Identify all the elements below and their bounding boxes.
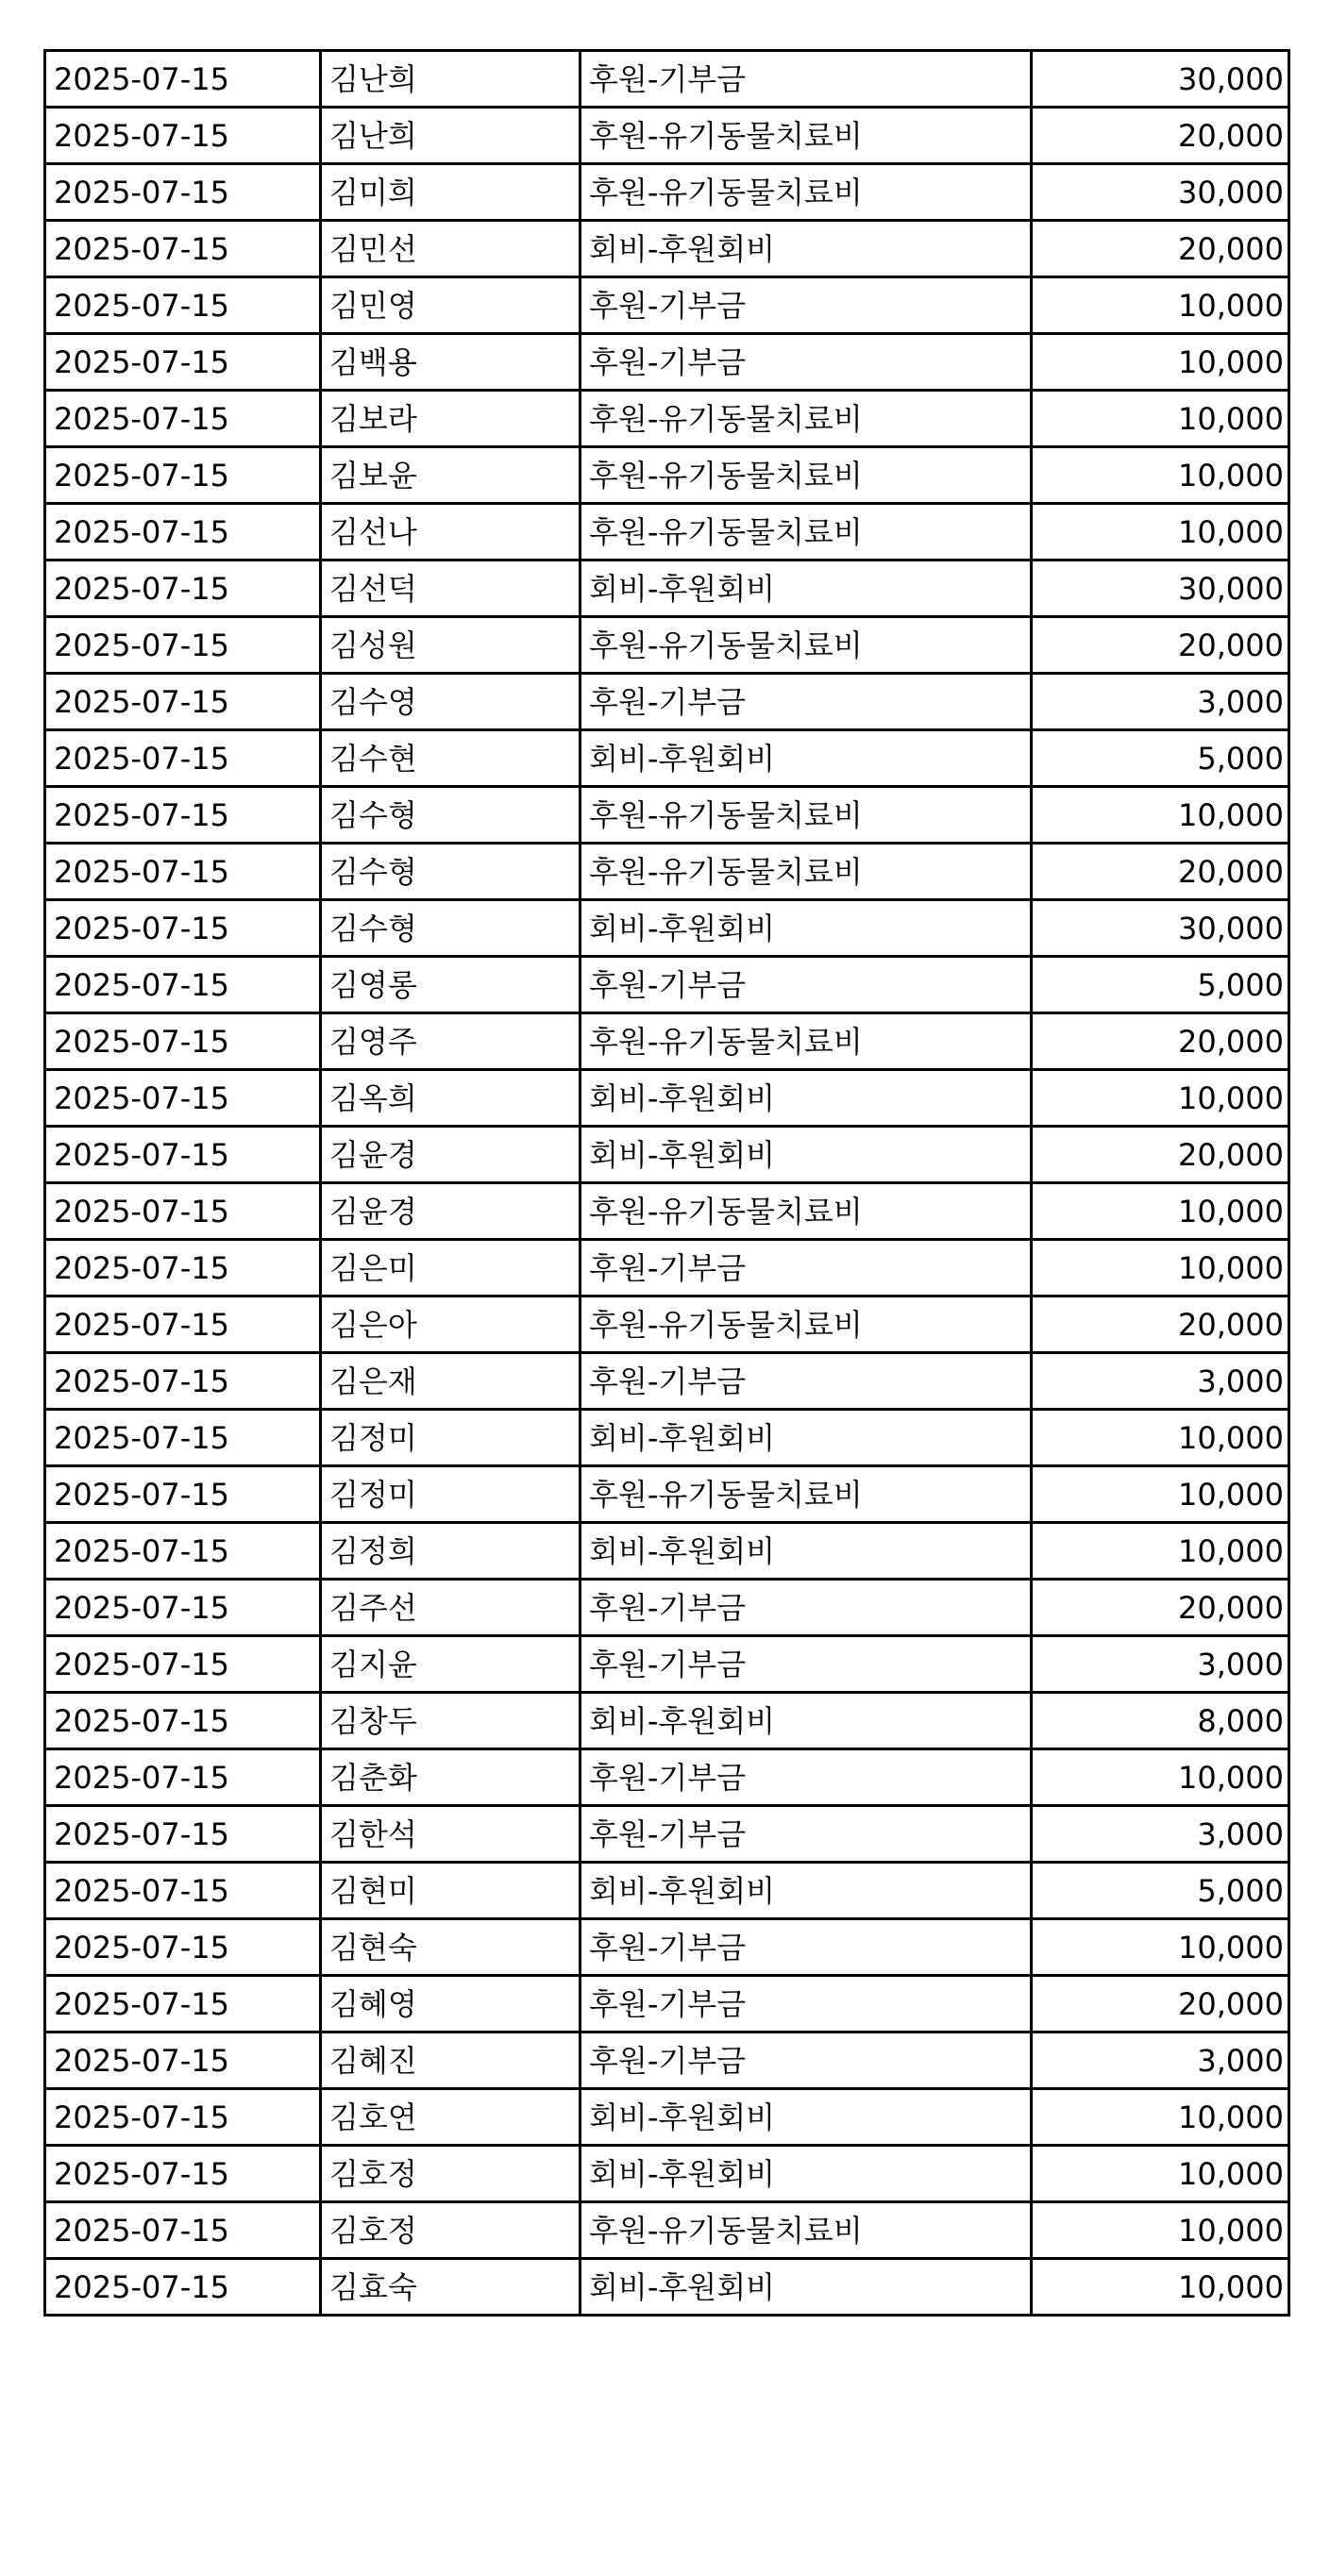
date-cell: 2025-07-15 (45, 674, 321, 730)
ledger-body (45, 51, 1289, 2316)
date-cell: 2025-07-15 (45, 844, 321, 900)
table-row (45, 730, 1289, 787)
amount-cell: 20,000 (1032, 1013, 1289, 1070)
date-cell: 2025-07-15 (45, 2259, 321, 2316)
category-cell: 후원-기부금 (581, 957, 1032, 1013)
table-row (45, 900, 1289, 957)
category-cell: 후원-유기동물치료비 (581, 1296, 1032, 1353)
category-cell: 후원-기부금 (581, 2032, 1032, 2089)
category-cell: 후원-기부금 (581, 674, 1032, 730)
amount-cell: 20,000 (1032, 1580, 1289, 1636)
table-row (45, 1240, 1289, 1296)
date-cell: 2025-07-15 (45, 1976, 321, 2032)
table-row (45, 1013, 1289, 1070)
date-cell: 2025-07-15 (45, 108, 321, 164)
table-row (45, 1806, 1289, 1863)
table-row (45, 1976, 1289, 2032)
donor-name-cell: 김선나 (321, 504, 581, 560)
table-row (45, 2032, 1289, 2089)
table-row (45, 1919, 1289, 1976)
donor-name-cell: 김옥희 (321, 1070, 581, 1127)
category-cell: 후원-유기동물치료비 (581, 447, 1032, 504)
category-cell: 회비-후원회비 (581, 2259, 1032, 2316)
amount-cell: 10,000 (1032, 1183, 1289, 1240)
table-row (45, 1353, 1289, 1410)
table-row (45, 221, 1289, 277)
amount-cell: 3,000 (1032, 1806, 1289, 1863)
category-cell: 회비-후원회비 (581, 1127, 1032, 1183)
amount-cell: 20,000 (1032, 1976, 1289, 2032)
table-row (45, 957, 1289, 1013)
amount-cell: 30,000 (1032, 51, 1289, 108)
date-cell: 2025-07-15 (45, 1523, 321, 1580)
table-row (45, 108, 1289, 164)
category-cell: 회비-후원회비 (581, 560, 1032, 617)
donor-name-cell: 김보라 (321, 391, 581, 447)
category-cell: 후원-유기동물치료비 (581, 844, 1032, 900)
date-cell: 2025-07-15 (45, 1749, 321, 1806)
donor-name-cell: 김호정 (321, 2202, 581, 2259)
table-row (45, 1636, 1289, 1693)
amount-cell: 10,000 (1032, 1523, 1289, 1580)
category-cell: 후원-기부금 (581, 1806, 1032, 1863)
amount-cell: 10,000 (1032, 1240, 1289, 1296)
donor-name-cell: 김윤경 (321, 1183, 581, 1240)
date-cell: 2025-07-15 (45, 2202, 321, 2259)
table-row (45, 1070, 1289, 1127)
donor-name-cell: 김은미 (321, 1240, 581, 1296)
date-cell: 2025-07-15 (45, 1127, 321, 1183)
amount-cell: 10,000 (1032, 1070, 1289, 1127)
date-cell: 2025-07-15 (45, 1183, 321, 1240)
donor-name-cell: 김윤경 (321, 1127, 581, 1183)
table-row (45, 2259, 1289, 2316)
date-cell: 2025-07-15 (45, 787, 321, 844)
date-cell: 2025-07-15 (45, 164, 321, 221)
date-cell: 2025-07-15 (45, 1693, 321, 1749)
date-cell: 2025-07-15 (45, 1013, 321, 1070)
date-cell: 2025-07-15 (45, 1466, 321, 1523)
amount-cell: 3,000 (1032, 1636, 1289, 1693)
amount-cell: 30,000 (1032, 900, 1289, 957)
table-row (45, 391, 1289, 447)
category-cell: 후원-기부금 (581, 277, 1032, 334)
donor-name-cell: 김정희 (321, 1523, 581, 1580)
table-row (45, 844, 1289, 900)
amount-cell: 20,000 (1032, 1296, 1289, 1353)
date-cell: 2025-07-15 (45, 447, 321, 504)
donor-name-cell: 김은아 (321, 1296, 581, 1353)
date-cell: 2025-07-15 (45, 1919, 321, 1976)
date-cell: 2025-07-15 (45, 957, 321, 1013)
date-cell: 2025-07-15 (45, 1410, 321, 1466)
amount-cell: 5,000 (1032, 957, 1289, 1013)
category-cell: 회비-후원회비 (581, 900, 1032, 957)
category-cell: 회비-후원회비 (581, 1693, 1032, 1749)
table-row (45, 164, 1289, 221)
table-row (45, 1183, 1289, 1240)
category-cell: 회비-후원회비 (581, 730, 1032, 787)
amount-cell: 8,000 (1032, 1693, 1289, 1749)
category-cell: 후원-유기동물치료비 (581, 108, 1032, 164)
category-cell: 후원-유기동물치료비 (581, 504, 1032, 560)
category-cell: 후원-기부금 (581, 1353, 1032, 1410)
date-cell: 2025-07-15 (45, 1806, 321, 1863)
date-cell: 2025-07-15 (45, 1580, 321, 1636)
date-cell: 2025-07-15 (45, 277, 321, 334)
amount-cell: 10,000 (1032, 334, 1289, 391)
donor-name-cell: 김수형 (321, 900, 581, 957)
category-cell: 후원-유기동물치료비 (581, 2202, 1032, 2259)
category-cell: 후원-유기동물치료비 (581, 1466, 1032, 1523)
date-cell: 2025-07-15 (45, 504, 321, 560)
donor-name-cell: 김보윤 (321, 447, 581, 504)
amount-cell: 20,000 (1032, 844, 1289, 900)
table-row (45, 504, 1289, 560)
table-row (45, 1693, 1289, 1749)
amount-cell: 3,000 (1032, 1353, 1289, 1410)
table-row (45, 277, 1289, 334)
category-cell: 후원-기부금 (581, 1749, 1032, 1806)
donor-name-cell: 김민선 (321, 221, 581, 277)
donor-name-cell: 김정미 (321, 1466, 581, 1523)
date-cell: 2025-07-15 (45, 2089, 321, 2146)
donor-name-cell: 김수형 (321, 844, 581, 900)
amount-cell: 10,000 (1032, 1466, 1289, 1523)
category-cell: 후원-기부금 (581, 1976, 1032, 2032)
date-cell: 2025-07-15 (45, 2146, 321, 2202)
table-row (45, 2146, 1289, 2202)
date-cell: 2025-07-15 (45, 1296, 321, 1353)
donor-name-cell: 김민영 (321, 277, 581, 334)
category-cell: 후원-유기동물치료비 (581, 1183, 1032, 1240)
table-row (45, 1127, 1289, 1183)
table-row (45, 2202, 1289, 2259)
table-row (45, 1296, 1289, 1353)
amount-cell: 20,000 (1032, 108, 1289, 164)
donor-name-cell: 김창두 (321, 1693, 581, 1749)
category-cell: 회비-후원회비 (581, 1863, 1032, 1919)
category-cell: 후원-유기동물치료비 (581, 787, 1032, 844)
donor-name-cell: 김호연 (321, 2089, 581, 2146)
date-cell: 2025-07-15 (45, 900, 321, 957)
donor-name-cell: 김혜진 (321, 2032, 581, 2089)
donation-ledger-table (43, 49, 1290, 2317)
amount-cell: 10,000 (1032, 2259, 1289, 2316)
table-row (45, 674, 1289, 730)
amount-cell: 10,000 (1032, 1919, 1289, 1976)
table-row (45, 334, 1289, 391)
category-cell: 후원-유기동물치료비 (581, 617, 1032, 674)
category-cell: 후원-유기동물치료비 (581, 164, 1032, 221)
table-row (45, 1466, 1289, 1523)
amount-cell: 10,000 (1032, 787, 1289, 844)
table-row (45, 1863, 1289, 1919)
amount-cell: 5,000 (1032, 730, 1289, 787)
amount-cell: 30,000 (1032, 560, 1289, 617)
donor-name-cell: 김지윤 (321, 1636, 581, 1693)
amount-cell: 10,000 (1032, 2202, 1289, 2259)
donor-name-cell: 김효숙 (321, 2259, 581, 2316)
donor-name-cell: 김혜영 (321, 1976, 581, 2032)
category-cell: 후원-유기동물치료비 (581, 391, 1032, 447)
table-row (45, 51, 1289, 108)
donor-name-cell: 김춘화 (321, 1749, 581, 1806)
donor-name-cell: 김미희 (321, 164, 581, 221)
category-cell: 회비-후원회비 (581, 1523, 1032, 1580)
category-cell: 회비-후원회비 (581, 1070, 1032, 1127)
amount-cell: 20,000 (1032, 1127, 1289, 1183)
donor-name-cell: 김현숙 (321, 1919, 581, 1976)
category-cell: 후원-유기동물치료비 (581, 1013, 1032, 1070)
amount-cell: 10,000 (1032, 1749, 1289, 1806)
table-row (45, 787, 1289, 844)
donor-name-cell: 김선덕 (321, 560, 581, 617)
amount-cell: 10,000 (1032, 504, 1289, 560)
date-cell: 2025-07-15 (45, 1070, 321, 1127)
amount-cell: 10,000 (1032, 2089, 1289, 2146)
amount-cell: 20,000 (1032, 221, 1289, 277)
donor-name-cell: 김수형 (321, 787, 581, 844)
date-cell: 2025-07-15 (45, 730, 321, 787)
date-cell: 2025-07-15 (45, 391, 321, 447)
category-cell: 회비-후원회비 (581, 221, 1032, 277)
category-cell: 후원-기부금 (581, 1919, 1032, 1976)
donor-name-cell: 김주선 (321, 1580, 581, 1636)
date-cell: 2025-07-15 (45, 1240, 321, 1296)
amount-cell: 10,000 (1032, 1410, 1289, 1466)
category-cell: 후원-기부금 (581, 334, 1032, 391)
date-cell: 2025-07-15 (45, 560, 321, 617)
category-cell: 후원-기부금 (581, 1580, 1032, 1636)
amount-cell: 5,000 (1032, 1863, 1289, 1919)
table-row (45, 560, 1289, 617)
category-cell: 회비-후원회비 (581, 1410, 1032, 1466)
donor-name-cell: 김수현 (321, 730, 581, 787)
amount-cell: 10,000 (1032, 391, 1289, 447)
amount-cell: 30,000 (1032, 164, 1289, 221)
donor-name-cell: 김난희 (321, 51, 581, 108)
amount-cell: 3,000 (1032, 674, 1289, 730)
donor-name-cell: 김백용 (321, 334, 581, 391)
date-cell: 2025-07-15 (45, 1863, 321, 1919)
amount-cell: 10,000 (1032, 2146, 1289, 2202)
donor-name-cell: 김현미 (321, 1863, 581, 1919)
table-row (45, 447, 1289, 504)
donor-name-cell: 김성원 (321, 617, 581, 674)
table-row (45, 1410, 1289, 1466)
date-cell: 2025-07-15 (45, 1636, 321, 1693)
donor-name-cell: 김정미 (321, 1410, 581, 1466)
donor-name-cell: 김한석 (321, 1806, 581, 1863)
date-cell: 2025-07-15 (45, 51, 321, 108)
donor-name-cell: 김호정 (321, 2146, 581, 2202)
date-cell: 2025-07-15 (45, 617, 321, 674)
table-row (45, 1749, 1289, 1806)
amount-cell: 20,000 (1032, 617, 1289, 674)
amount-cell: 3,000 (1032, 2032, 1289, 2089)
category-cell: 후원-기부금 (581, 1636, 1032, 1693)
date-cell: 2025-07-15 (45, 221, 321, 277)
table-row (45, 617, 1289, 674)
table-row (45, 1523, 1289, 1580)
category-cell: 회비-후원회비 (581, 2089, 1032, 2146)
donor-name-cell: 김난희 (321, 108, 581, 164)
donor-name-cell: 김영주 (321, 1013, 581, 1070)
date-cell: 2025-07-15 (45, 334, 321, 391)
category-cell: 후원-기부금 (581, 51, 1032, 108)
category-cell: 회비-후원회비 (581, 2146, 1032, 2202)
donor-name-cell: 김영롱 (321, 957, 581, 1013)
amount-cell: 10,000 (1032, 447, 1289, 504)
donor-name-cell: 김수영 (321, 674, 581, 730)
category-cell: 후원-기부금 (581, 1240, 1032, 1296)
table-row (45, 2089, 1289, 2146)
donor-name-cell: 김은재 (321, 1353, 581, 1410)
date-cell: 2025-07-15 (45, 2032, 321, 2089)
date-cell: 2025-07-15 (45, 1353, 321, 1410)
amount-cell: 10,000 (1032, 277, 1289, 334)
table-row (45, 1580, 1289, 1636)
